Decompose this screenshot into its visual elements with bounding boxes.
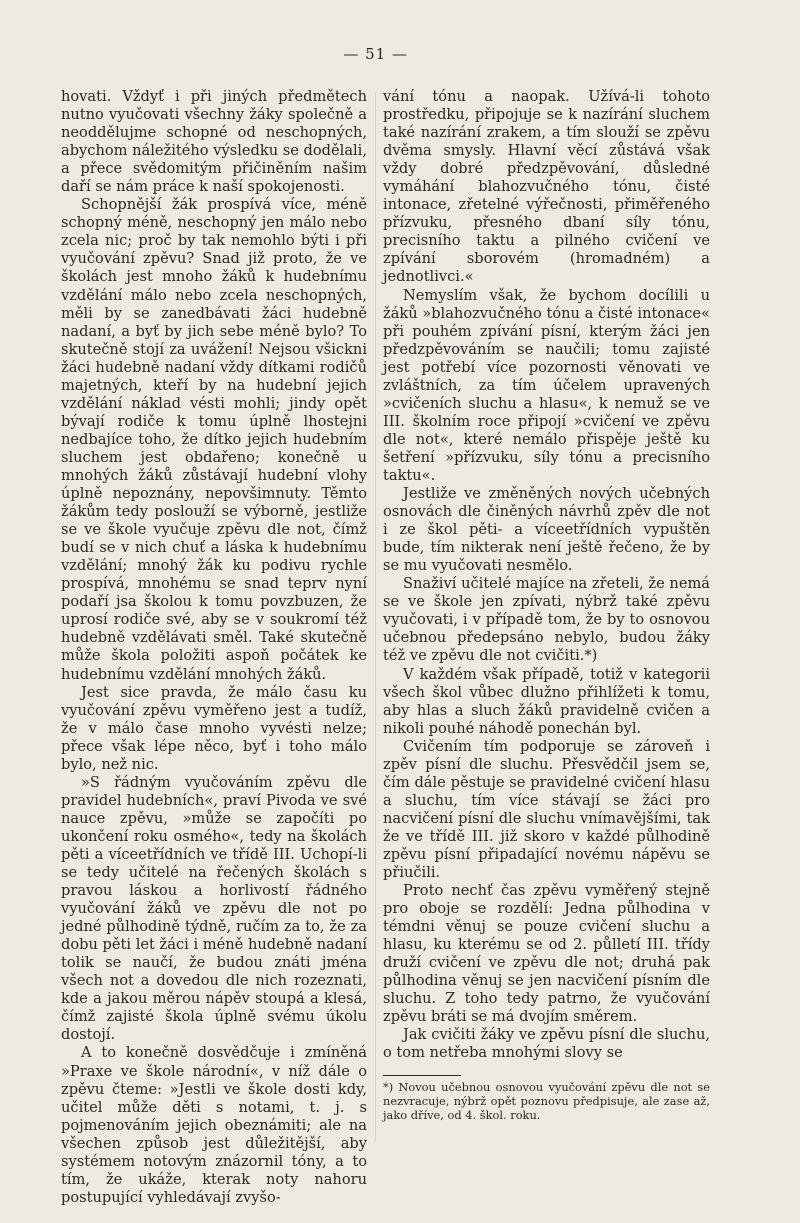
left-column: [61, 88, 367, 1207]
paragraph: A to konečně dosvědčuje i zmíněná »Praxe ve škole národní«, v níž dále o zpěvu čteme: »Jestli ve škole dosti kdy, učitel může děti s notami, t. j. s pojmenováním jejich obeznámiti; ale na všechen způsob jest důležitější, aby systémem notovým znázornil tóny, a to tím, že ukáže, kterak noty nahoru postupující vyhledávají zvyšo-: [61, 1044, 367, 1206]
paragraph: Snaživí učitelé majíce na zřeteli, že nemá se ve škole jen zpívati, nýbrž také zpěvu vyučovati, i v případě tom, že by to osnovou učebnou předepsáno nebylo, budou žáky též ve zpěvu dle not cvičiti.*): [383, 575, 710, 665]
paragraph: Cvičením tím podporuje se zároveň i zpěv písní dle sluchu. Přesvědčil jsem se, čím dále pěstuje se pravidelné cvičení hlasu a sluchu, tím více stávají se žáci pro nacvičení písní dle sluchu vnímavějšími, tak že ve třídě III. již skoro v každé půlhodině zpěvu písní připadající novému nápěvu se přiučili.: [383, 737, 710, 882]
paragraph: Schopnější žák prospívá více, méně schopný méně, neschopný jen málo nebo zcela nic; proč by tak nemohlo býti i při vyučování zpěvu? Snad již proto, že ve školách jest mnoho žáků k hudebnímu vzdělání málo nebo zcela neschopných, měli by se zanedbávati žáci hudebně nadaní, a byť by jich sebe méně bylo? To skutečně stojí za uvážení! Nejsou všickni žáci hudebně nadaní vždy dítkami rodičů majetných, kteří by na hudební jejich vzdělání náklad vésti mohli; jindy opět bývají rodiče k tomu úplně lhostejni nedbajíce toho, že dítko jejich hudebním sluchem jest obdařeno; konečně u mnohých žáků zůstávají hudební vlohy úplně nepoznány, nepovšimnuty. Těmto žákům tedy poslouží se výborně, jestliže se ve škole vyučuje zpěvu dle not, čímž budí se v nich chuť a láska k hudebnímu vzdělání; mnohý žák ku podivu rychle prospívá, mnohému se snad teprv nyní podaří jsa školou k tomu povzbuzen, že uprosí rodiče své, aby se v soukromí též hudebně vzdělávati směl. Také skutečně může škola položiti aspoň počátek ke hudebnímu vzdělání mnohých žáků.: [61, 196, 367, 683]
paragraph: Jak cvičiti žáky ve zpěvu písní dle sluchu, o tom netřeba mnohými slovy se: [383, 1026, 710, 1062]
paragraph: hovati. Vždyť i při jiných předmětech nutno vyučovati všechny žáky společně a neoddělujme schopné od neschopných, abychom náležitého výsledku se dodělali, a přece svědomitým přičiněním našim daří se nám práce k naší spokojenosti.: [61, 88, 367, 196]
paragraph: V každém však případě, totiž v kategorii všech škol vůbec dlužno přihlížeti k tomu, aby hlas a sluch žáků pravidelně cvičen a nikoli pouhé náhodě ponechán byl.: [383, 665, 710, 737]
right-column: [383, 88, 710, 1122]
paragraph: Jest sice pravda, že málo času ku vyučování zpěvu vyměřeno jest a tudíž, že v málo čase mnoho vyvésti nelze; přece však lépe něco, byť i toho málo bylo, než nic.: [61, 683, 367, 773]
footnote: *) Novou učebnou osnovou vyučování zpěvu dle not se nezvracuje, nýbrž opět poznovu předpisuje, ale zase až, jako dříve, od 4. škol. roku.: [383, 1079, 710, 1122]
paragraph: vání tónu a naopak. Užívá-li tohoto prostředku, připojuje se k nazírání sluchem také nazírání zrakem, a tím slouží se zpěvu dvěma smysly. Hlavní věcí zůstává však vždy dobré předzpěvování, důsledné vymáhání blahozvučného tónu, čisté intonace, zřetelné výřečnosti, přiměřeného přízvuku, přesného dbaní síly tónu, precisního taktu a pilného cvičení ve zpívání sborovém (hromadném) a jednotlivci.«: [383, 88, 710, 286]
paragraph: Nemyslím však, že bychom docílili u žáků »blahozvučného tónu a čisté intonace« při pouhém zpívání písní, kterým žáci jen předzpěvováním se naučili; tomu zajisté jest potřebí více pozornosti věnovati ve zvláštních, za tím účelem upravených »cvičeních sluchu a hlasu«, k nemuž se ve III. školním roce připojí »cvičení ve zpěvu dle not«, které nemálo přispěje ještě ku šetření »přízvuku, síly tónu a precisního taktu«.: [383, 286, 710, 484]
page-number: — 51 —: [343, 45, 408, 63]
footnote-separator: [383, 1075, 461, 1076]
column-divider: [375, 92, 376, 1142]
paragraph: Jestliže ve změněných nových učebných osnovách dle činěných návrhů zpěv dle not i ze škol pěti- a víceetřídních vypuštěn bude, tím nikterak není ještě řečeno, že by se mu vyučovati nesmělo.: [383, 485, 710, 575]
paragraph: »S řádným vyučováním zpěvu dle pravidel hudebních«, praví Pivoda ve své nauce zpěvu, »může se započíti po ukončení roku osmého«, tedy na školách pěti a víceetřídních ve třídě III. Uchopí-li se tedy učitelé na řečených školách s pravou láskou a horlivostí řádného vyučování žáků ve zpěvu dle not po jedné půlhodině týdně, ručím za to, že za dobu pěti let žáci i méně hudebně nadaní tolik se naučí, že budou znáti jména všech not a dovedou dle nich rozeznati, kde a jakou měrou nápěv stoupá a klesá, čímž zajisté škola úplně svému úkolu dostojí.: [61, 773, 367, 1044]
paragraph: Proto nechť čas zpěvu vyměřený stejně pro oboje se rozdělí: Jedna půlhodina v témdni věnuj se pouze cvičení sluchu a hlasu, ku kterému se od 2. půlletí III. třídy druží cvičení ve zpěvu dle not; druhá pak půlhodina věnuj se jen nacvičení písním dle sluchu. Z toho tedy patrno, že vyučování zpěvu bráti se má dvojím směrem.: [383, 882, 710, 1026]
